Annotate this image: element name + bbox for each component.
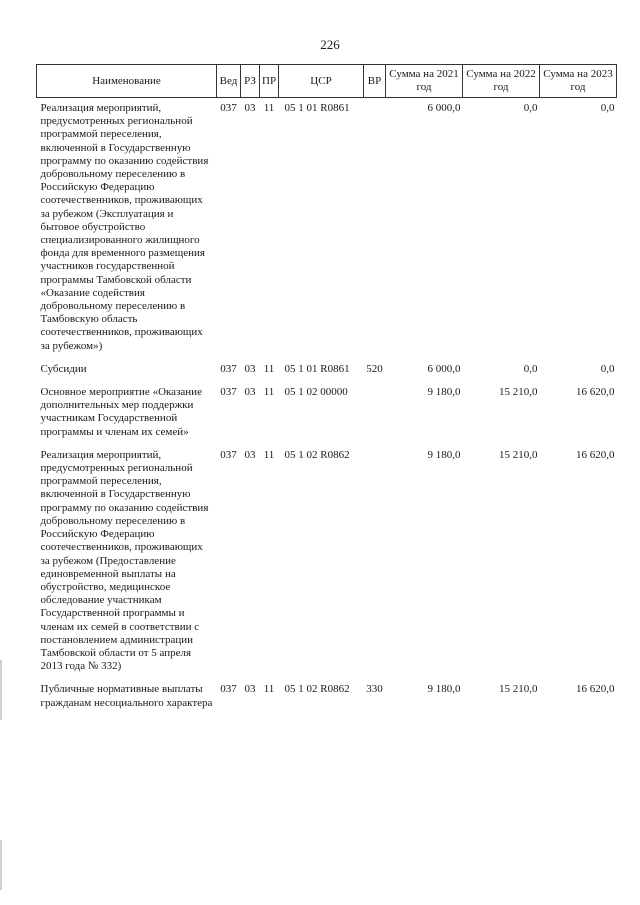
header-ved: Вед	[217, 65, 241, 98]
page-number: 226	[320, 37, 340, 52]
table-row	[37, 359, 617, 382]
row-sum-2023: 16 620,0	[576, 448, 615, 461]
row-pr: 11	[263, 362, 275, 375]
table-row	[37, 98, 617, 359]
scan-edge-mark	[0, 840, 2, 890]
row-rz: 03	[244, 386, 256, 399]
scan-edge-mark	[0, 660, 2, 720]
row-rz: 03	[244, 362, 256, 375]
header-rz: РЗ	[241, 65, 260, 98]
row-pr: 11	[263, 448, 275, 461]
row-name: Публичные нормативные выплаты гражданам несоциального характера	[40, 683, 213, 709]
row-sum-2023: 16 620,0	[576, 386, 615, 399]
row-csr: 05 1 01 R0861	[284, 362, 350, 375]
row-sum-2023: 0,0	[600, 362, 615, 375]
table-row	[37, 382, 617, 445]
row-rz: 03	[244, 448, 256, 461]
row-pr: 11	[263, 386, 275, 399]
header-pr: ПР	[260, 65, 279, 98]
row-vr: 520	[366, 362, 383, 375]
row-sum-2022: 15 210,0	[499, 683, 538, 696]
header-sum-2023: Сумма на 2023 год	[540, 65, 617, 98]
row-vr: 330	[366, 683, 383, 696]
row-ved: 037	[220, 448, 237, 461]
row-name: Реализация мероприятий, предусмотренных региональной программой переселения, включенной в Государственную программу по оказанию содействия добровольному переселению в Российскую Федерацию соотечественников, проживающих за рубежом (Эксплуатация и бытовое обустройство специализированного жилищного фонда для временного размещения участников государственной программы Тамбовской области «Оказание содействия добровольному переселению в Тамбовскую область соотечественников, проживающих за рубежом»)	[40, 102, 209, 352]
row-name: Субсидии	[40, 362, 87, 375]
row-sum-2021: 9 180,0	[427, 448, 461, 461]
header-sum-2021: Сумма на 2021 год	[386, 65, 463, 98]
row-sum-2022: 15 210,0	[499, 386, 538, 399]
row-ved: 037	[220, 386, 237, 399]
row-ved: 037	[220, 683, 237, 696]
row-sum-2021: 6 000,0	[427, 362, 461, 375]
row-sum-2021: 9 180,0	[427, 683, 461, 696]
row-ved: 037	[220, 362, 237, 375]
table-header-row	[37, 65, 617, 98]
row-name: Реализация мероприятий, предусмотренных региональной программой переселения, включенной в Государственную программу по оказанию содействия добровольному переселению в Российскую Федерацию соотечественников, проживающих за рубежом (Предоставление единовременной выплаты на обустройство, медицинское обследование участникам Государственной программы и членам их семей в соответствии с постановлением администрации Тамбовской области от 5 апреля 2013 года № 332)	[40, 448, 209, 673]
row-sum-2021: 9 180,0	[427, 386, 461, 399]
row-sum-2023: 16 620,0	[576, 683, 615, 696]
table-row	[37, 679, 617, 715]
row-csr: 05 1 02 R0862	[284, 683, 350, 696]
row-vr	[364, 382, 386, 445]
header-sum-2022: Сумма на 2022 год	[463, 65, 540, 98]
header-vr: ВР	[364, 65, 386, 98]
row-vr	[364, 445, 386, 679]
row-rz: 03	[244, 683, 256, 696]
row-name: Основное мероприятие «Оказание дополнительных мер поддержки участникам Государственной программы и членам их семей»	[40, 386, 202, 438]
row-sum-2022: 15 210,0	[499, 448, 538, 461]
row-vr	[364, 98, 386, 359]
header-name: Наименование	[37, 65, 217, 98]
row-sum-2022: 0,0	[523, 362, 538, 375]
row-ved: 037	[220, 102, 237, 114]
table-row	[37, 445, 617, 679]
row-csr: 05 1 02 R0862	[284, 448, 350, 461]
header-csr: ЦСР	[279, 65, 364, 98]
row-pr: 11	[263, 102, 275, 114]
row-csr: 05 1 02 00000	[284, 386, 348, 399]
row-sum-2021: 6 000,0	[427, 102, 461, 114]
row-rz: 03	[244, 102, 256, 114]
row-sum-2022: 0,0	[523, 102, 538, 114]
budget-table	[36, 64, 617, 716]
row-pr: 11	[263, 683, 275, 696]
row-sum-2023: 0,0	[600, 102, 615, 114]
row-csr: 05 1 01 R0861	[284, 102, 350, 114]
